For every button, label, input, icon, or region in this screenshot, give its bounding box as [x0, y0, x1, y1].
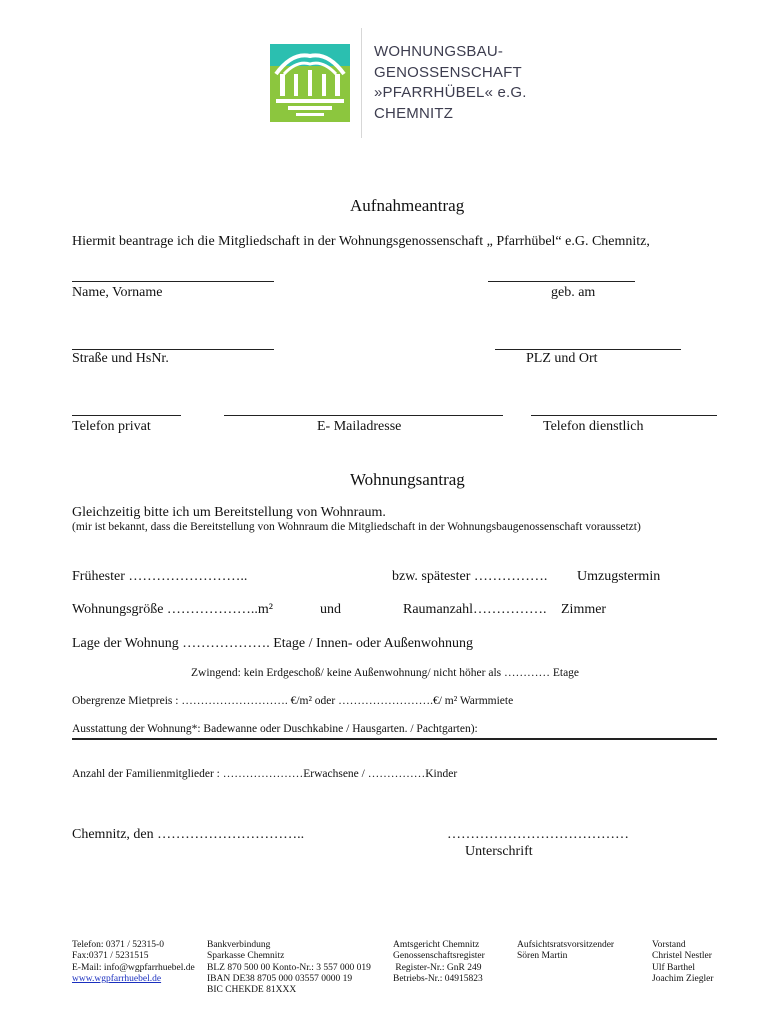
- footer-bank: [207, 940, 371, 996]
- logo-line: »PFARRHÜBEL« e.G.: [374, 84, 527, 101]
- logo-line: WOHNUNGSBAU-: [374, 43, 504, 60]
- birth-line[interactable]: [488, 281, 635, 282]
- footer-fax: Fax:0371 / 5231515: [72, 951, 149, 962]
- footer-board: [652, 940, 713, 985]
- phone-work-line[interactable]: [531, 415, 717, 416]
- footer-bank-line: IBAN DE38 8705 000 03557 0000 19: [207, 973, 353, 984]
- footer-bank-line: Sparkasse Chemnitz: [207, 951, 285, 962]
- logo-text: [374, 42, 527, 124]
- footer-court-line: Genossenschaftsregister: [393, 951, 485, 962]
- footer-court: [393, 940, 485, 985]
- signature-line[interactable]: …………………………………: [447, 827, 629, 842]
- phone-private-label: Telefon privat: [72, 419, 151, 434]
- rooms-field: Raumanzahl…………….: [403, 602, 547, 617]
- logo-house-icon: [270, 44, 350, 122]
- footer-bank-line: Bankverbindung: [207, 940, 271, 950]
- footer-email: E-Mail: info@wgpfarrhuebel.de: [72, 962, 195, 973]
- intro-text: Hiermit beantrage ich die Mitgliedschaft in der Wohnungsgenossenschaft „ Pfarrhübel“ e.G. Chemnitz,: [72, 234, 650, 249]
- rent-limit: Obergrenze Mietpreis : ………………………. €/m² oder …………………….€/ m² Warmmiete: [72, 695, 514, 707]
- footer-phone: Telefon: 0371 / 52315-0: [72, 940, 164, 950]
- footer-website-link[interactable]: www.wgpfarrhuebel.de: [72, 973, 162, 984]
- footer-court-line: Amtsgericht Chemnitz: [393, 940, 480, 950]
- and-text: und: [320, 602, 341, 617]
- page-title: Aufnahmeantrag: [350, 196, 465, 215]
- name-label: Name, Vorname: [72, 285, 163, 300]
- city-label: PLZ und Ort: [526, 351, 598, 366]
- family-count: Anzahl der Familienmitglieder : …………………Erwachsene / ……………Kinder: [72, 768, 458, 780]
- footer-supervisory: [517, 940, 614, 963]
- name-line[interactable]: [72, 281, 274, 282]
- footer-contact: [72, 940, 195, 985]
- footer-supervisory-line: Aufsichtsratsvorsitzender: [517, 940, 615, 950]
- footer-board-line: Christel Nestler: [652, 951, 712, 962]
- street-label: Straße und HsNr.: [72, 351, 169, 366]
- city-line[interactable]: [495, 349, 681, 350]
- street-line[interactable]: [72, 349, 274, 350]
- footer-court-line: Betriebs-Nr.: 04915823: [393, 973, 483, 984]
- footer-board-line: Ulf Barthel: [652, 962, 696, 973]
- footer-bank-line: BIC CHEKDE 81XXX: [207, 985, 297, 996]
- move-date-label: Umzugstermin: [577, 569, 661, 584]
- footer-board-line: Joachim Ziegler: [652, 973, 714, 984]
- housing-note: (mir ist bekannt, dass die Bereitstellung von Wohnraum die Mitgliedschaft in der Wohnungsbaugenossenschaft voraussetzt): [72, 521, 641, 533]
- birth-label: geb. am: [551, 285, 596, 300]
- footer-board-line: Vorstand: [652, 940, 686, 950]
- logo-divider: [361, 28, 362, 138]
- logo-line: GENOSSENSCHAFT: [374, 63, 522, 81]
- latest-date: bzw. spätester …………….: [392, 569, 548, 584]
- footer-bank-line: BLZ 870 500 00 Konto-Nr.: 3 557 000 019: [207, 962, 371, 973]
- housing-title: Wohnungsantrag: [350, 470, 465, 489]
- phone-work-label: Telefon dienstlich: [543, 419, 644, 434]
- place-date: Chemnitz, den …………………………..: [72, 827, 305, 842]
- footer-supervisory-line: Sören Martin: [517, 951, 568, 962]
- phone-private-line[interactable]: [72, 415, 181, 416]
- size-field: Wohnungsgröße ………………..m²: [72, 602, 274, 617]
- housing-request: Gleichzeitig bitte ich um Bereitstellung von Wohnraum.: [72, 505, 386, 520]
- location-field: Lage der Wohnung ………………. Etage / Innen- oder Außenwohnung: [72, 636, 474, 651]
- email-line[interactable]: [224, 415, 503, 416]
- mandatory-text: Zwingend: kein Erdgeschoß/ keine Außenwohnung/ nicht höher als ………… Etage: [191, 667, 580, 679]
- footer-court-line: Register-Nr.: GnR 249: [393, 962, 482, 973]
- rooms-unit: Zimmer: [561, 602, 607, 617]
- signature-label: Unterschrift: [465, 844, 533, 859]
- logo: [270, 44, 350, 122]
- section-divider: [72, 738, 717, 740]
- equipment-text: Ausstattung der Wohnung*: Badewanne oder Duschkabine / Hausgarten. / Pachtgarten):: [72, 723, 478, 735]
- email-label: E- Mailadresse: [317, 419, 402, 434]
- logo-line: CHEMNITZ: [374, 104, 454, 122]
- earliest-date: Frühester ……………………..: [72, 569, 248, 584]
